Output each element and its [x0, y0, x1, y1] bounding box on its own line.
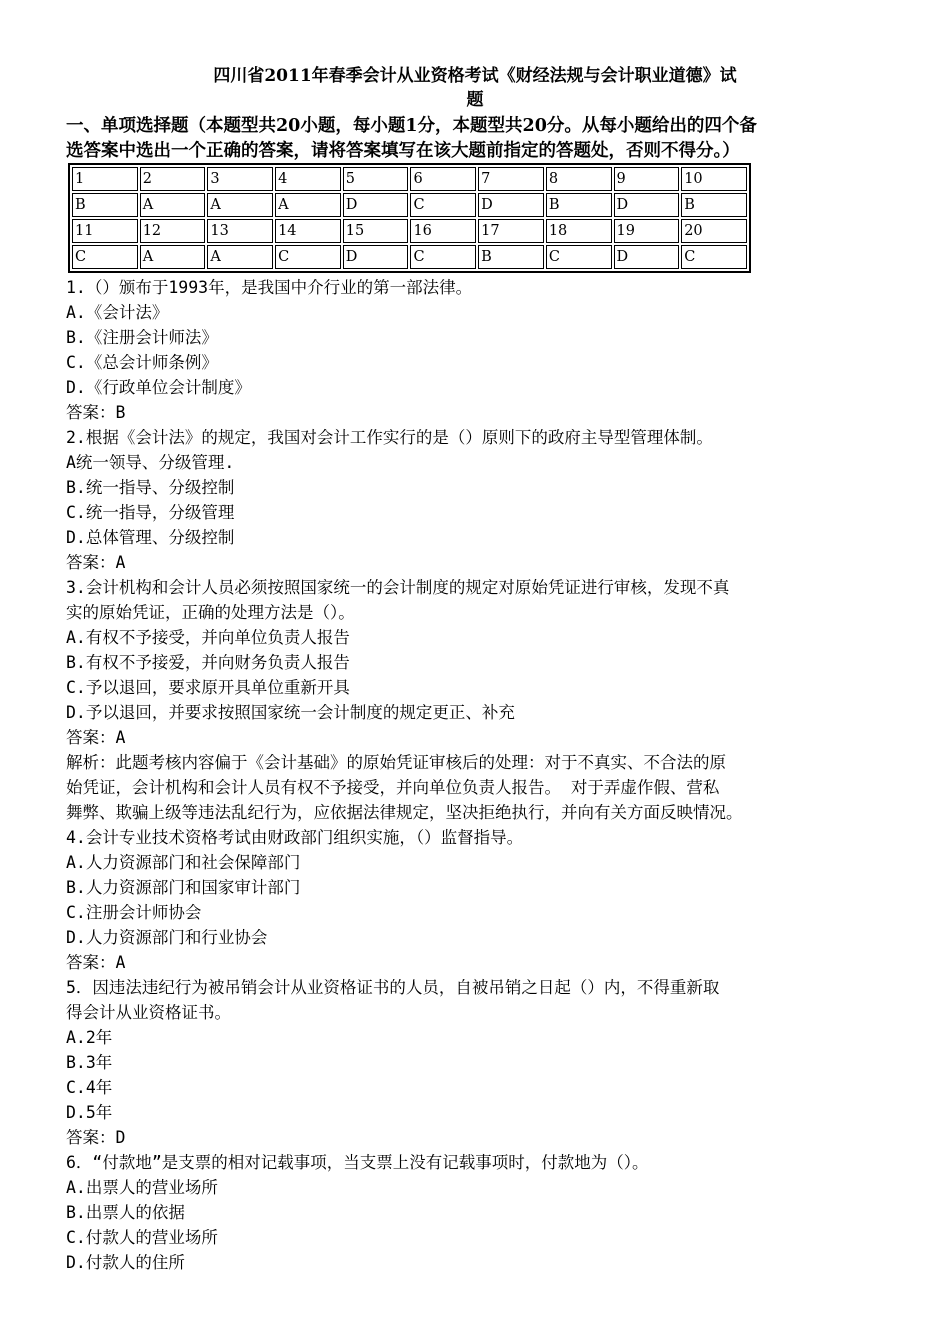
text-line: A.2年	[66, 1028, 113, 1047]
answer-table-cell: 19	[614, 219, 680, 243]
section-heading-line2: 选答案中选出一个正确的答案，请将答案填写在该大题前指定的答题处，否则不得分。）	[66, 141, 740, 161]
answer-table-cell: 6	[410, 167, 476, 191]
text-line: 答案：A	[66, 728, 126, 747]
text-line: 6．“付款地”是支票的相对记载事项，当支票上没有记载事项时，付款地为（）。	[66, 1153, 649, 1172]
text-line: 答案：A	[66, 953, 126, 972]
answer-table	[68, 163, 751, 273]
text-line: A.《会计法》	[66, 303, 169, 322]
text-line: D.予以退回，并要求按照国家统一会计制度的规定更正、补充	[66, 703, 515, 722]
text-line: 2.根据《会计法》的规定，我国对会计工作实行的是（）原则下的政府主导型管理体制。	[66, 428, 713, 447]
text-line: D.付款人的住所	[66, 1253, 185, 1272]
answer-table-cell: A	[207, 245, 273, 269]
section-heading	[66, 114, 886, 164]
answer-table-cell: A	[207, 193, 273, 217]
answer-table-cell: 20	[681, 219, 747, 243]
answer-table-row	[72, 193, 747, 217]
text-line: 得会计从业资格证书。	[66, 1003, 231, 1022]
text-line: D.人力资源部门和行业协会	[66, 928, 268, 947]
answer-table-cell: C	[72, 245, 138, 269]
text-line: D.5年	[66, 1103, 113, 1122]
text-line: 舞弊、欺骗上级等违法乱纪行为，应依据法律规定，坚决拒绝执行，并向有关方面反映情况。	[66, 803, 743, 822]
question-list	[66, 275, 896, 1275]
text-line: C.付款人的营业场所	[66, 1228, 218, 1247]
answer-table-row	[72, 219, 747, 243]
answer-table-cell: 12	[140, 219, 206, 243]
answer-table-cell: D	[614, 245, 680, 269]
text-line: D.总体管理、分级控制	[66, 528, 235, 547]
text-line: 4.会计专业技术资格考试由财政部门组织实施，（）监督指导。	[66, 828, 524, 847]
text-line: A.出票人的营业场所	[66, 1178, 218, 1197]
answer-table-cell: C	[546, 245, 612, 269]
answer-table-cell: 18	[546, 219, 612, 243]
text-line: C.注册会计师协会	[66, 903, 202, 922]
answer-table-row	[72, 245, 747, 269]
answer-table-cell: B	[72, 193, 138, 217]
answer-table-cell: B	[681, 193, 747, 217]
document-title-line1: 四川省2011年春季会计从业资格考试《财经法规与会计职业道德》试	[213, 66, 737, 86]
answer-table-cell: C	[681, 245, 747, 269]
answer-table-cell: 16	[410, 219, 476, 243]
answer-table-cell: 3	[207, 167, 273, 191]
text-line: 1.（）颁布于1993年，是我国中介行业的第一部法律。	[66, 278, 473, 297]
document-title-line2: 题	[466, 90, 484, 110]
answer-table-cell: A	[140, 193, 206, 217]
answer-table-row	[72, 167, 747, 191]
answer-table-cell: 13	[207, 219, 273, 243]
answer-table-cell: D	[343, 245, 409, 269]
text-line: A.人力资源部门和社会保障部门	[66, 853, 301, 872]
answer-table-cell: 5	[343, 167, 409, 191]
answer-table-cell: B	[546, 193, 612, 217]
answer-table-cell: C	[410, 193, 476, 217]
text-line: B.3年	[66, 1053, 113, 1072]
answer-table-cell: D	[614, 193, 680, 217]
text-line: B.人力资源部门和国家审计部门	[66, 878, 301, 897]
text-line: B.出票人的依据	[66, 1203, 185, 1222]
text-line: 答案：A	[66, 553, 126, 572]
text-line: 5．因违法违纪行为被吊销会计从业资格证书的人员，自被吊销之日起（）内，不得重新取	[66, 978, 720, 997]
answer-table-cell: C	[410, 245, 476, 269]
answer-table-cell: 11	[72, 219, 138, 243]
answer-table-cell: 10	[681, 167, 747, 191]
text-line: A统一领导、分级管理.	[66, 453, 235, 472]
answer-table-cell: 17	[478, 219, 544, 243]
answer-table-cell: 8	[546, 167, 612, 191]
text-line: D.《行政单位会计制度》	[66, 378, 251, 397]
text-line: B.统一指导、分级控制	[66, 478, 235, 497]
answer-table-cell: B	[478, 245, 544, 269]
text-line: C.4年	[66, 1078, 113, 1097]
answer-table-cell: A	[275, 193, 341, 217]
section-heading-line1: 一、单项选择题（本题型共20小题，每小题1分，本题型共20分。从每小题给出的四个备	[66, 116, 757, 136]
text-line: C.统一指导，分级管理	[66, 503, 235, 522]
answer-table-cell: 15	[343, 219, 409, 243]
text-line: B.《注册会计师法》	[66, 328, 218, 347]
text-line: 始凭证，会计机构和会计人员有权不予接受，并向单位负责人报告。 对于弄虚作假、营私	[66, 778, 720, 797]
answer-table-cell: 1	[72, 167, 138, 191]
text-line: C.予以退回，要求原开具单位重新开具	[66, 678, 350, 697]
text-line: 3.会计机构和会计人员必须按照国家统一的会计制度的规定对原始凭证进行审核，发现不真	[66, 578, 730, 597]
answer-table-cell: D	[343, 193, 409, 217]
answer-table-cell: C	[275, 245, 341, 269]
answer-table-cell: 4	[275, 167, 341, 191]
answer-table-cell: D	[478, 193, 544, 217]
text-line: B.有权不予接爱，并向财务负责人报告	[66, 653, 350, 672]
answer-table-cell: 9	[614, 167, 680, 191]
text-line: 实的原始凭证，正确的处理方法是（）。	[66, 603, 355, 622]
text-line: A.有权不予接受，并向单位负责人报告	[66, 628, 350, 647]
answer-table-cell: A	[140, 245, 206, 269]
text-line: 答案：B	[66, 403, 126, 422]
answer-table-cell: 2	[140, 167, 206, 191]
answer-table-cell: 14	[275, 219, 341, 243]
text-line: 解析：此题考核内容偏于《会计基础》的原始凭证审核后的处理：对于不真实、不合法的原	[66, 753, 726, 772]
text-line: C.《总会计师条例》	[66, 353, 218, 372]
text-line: 答案：D	[66, 1128, 126, 1147]
answer-table-cell: 7	[478, 167, 544, 191]
